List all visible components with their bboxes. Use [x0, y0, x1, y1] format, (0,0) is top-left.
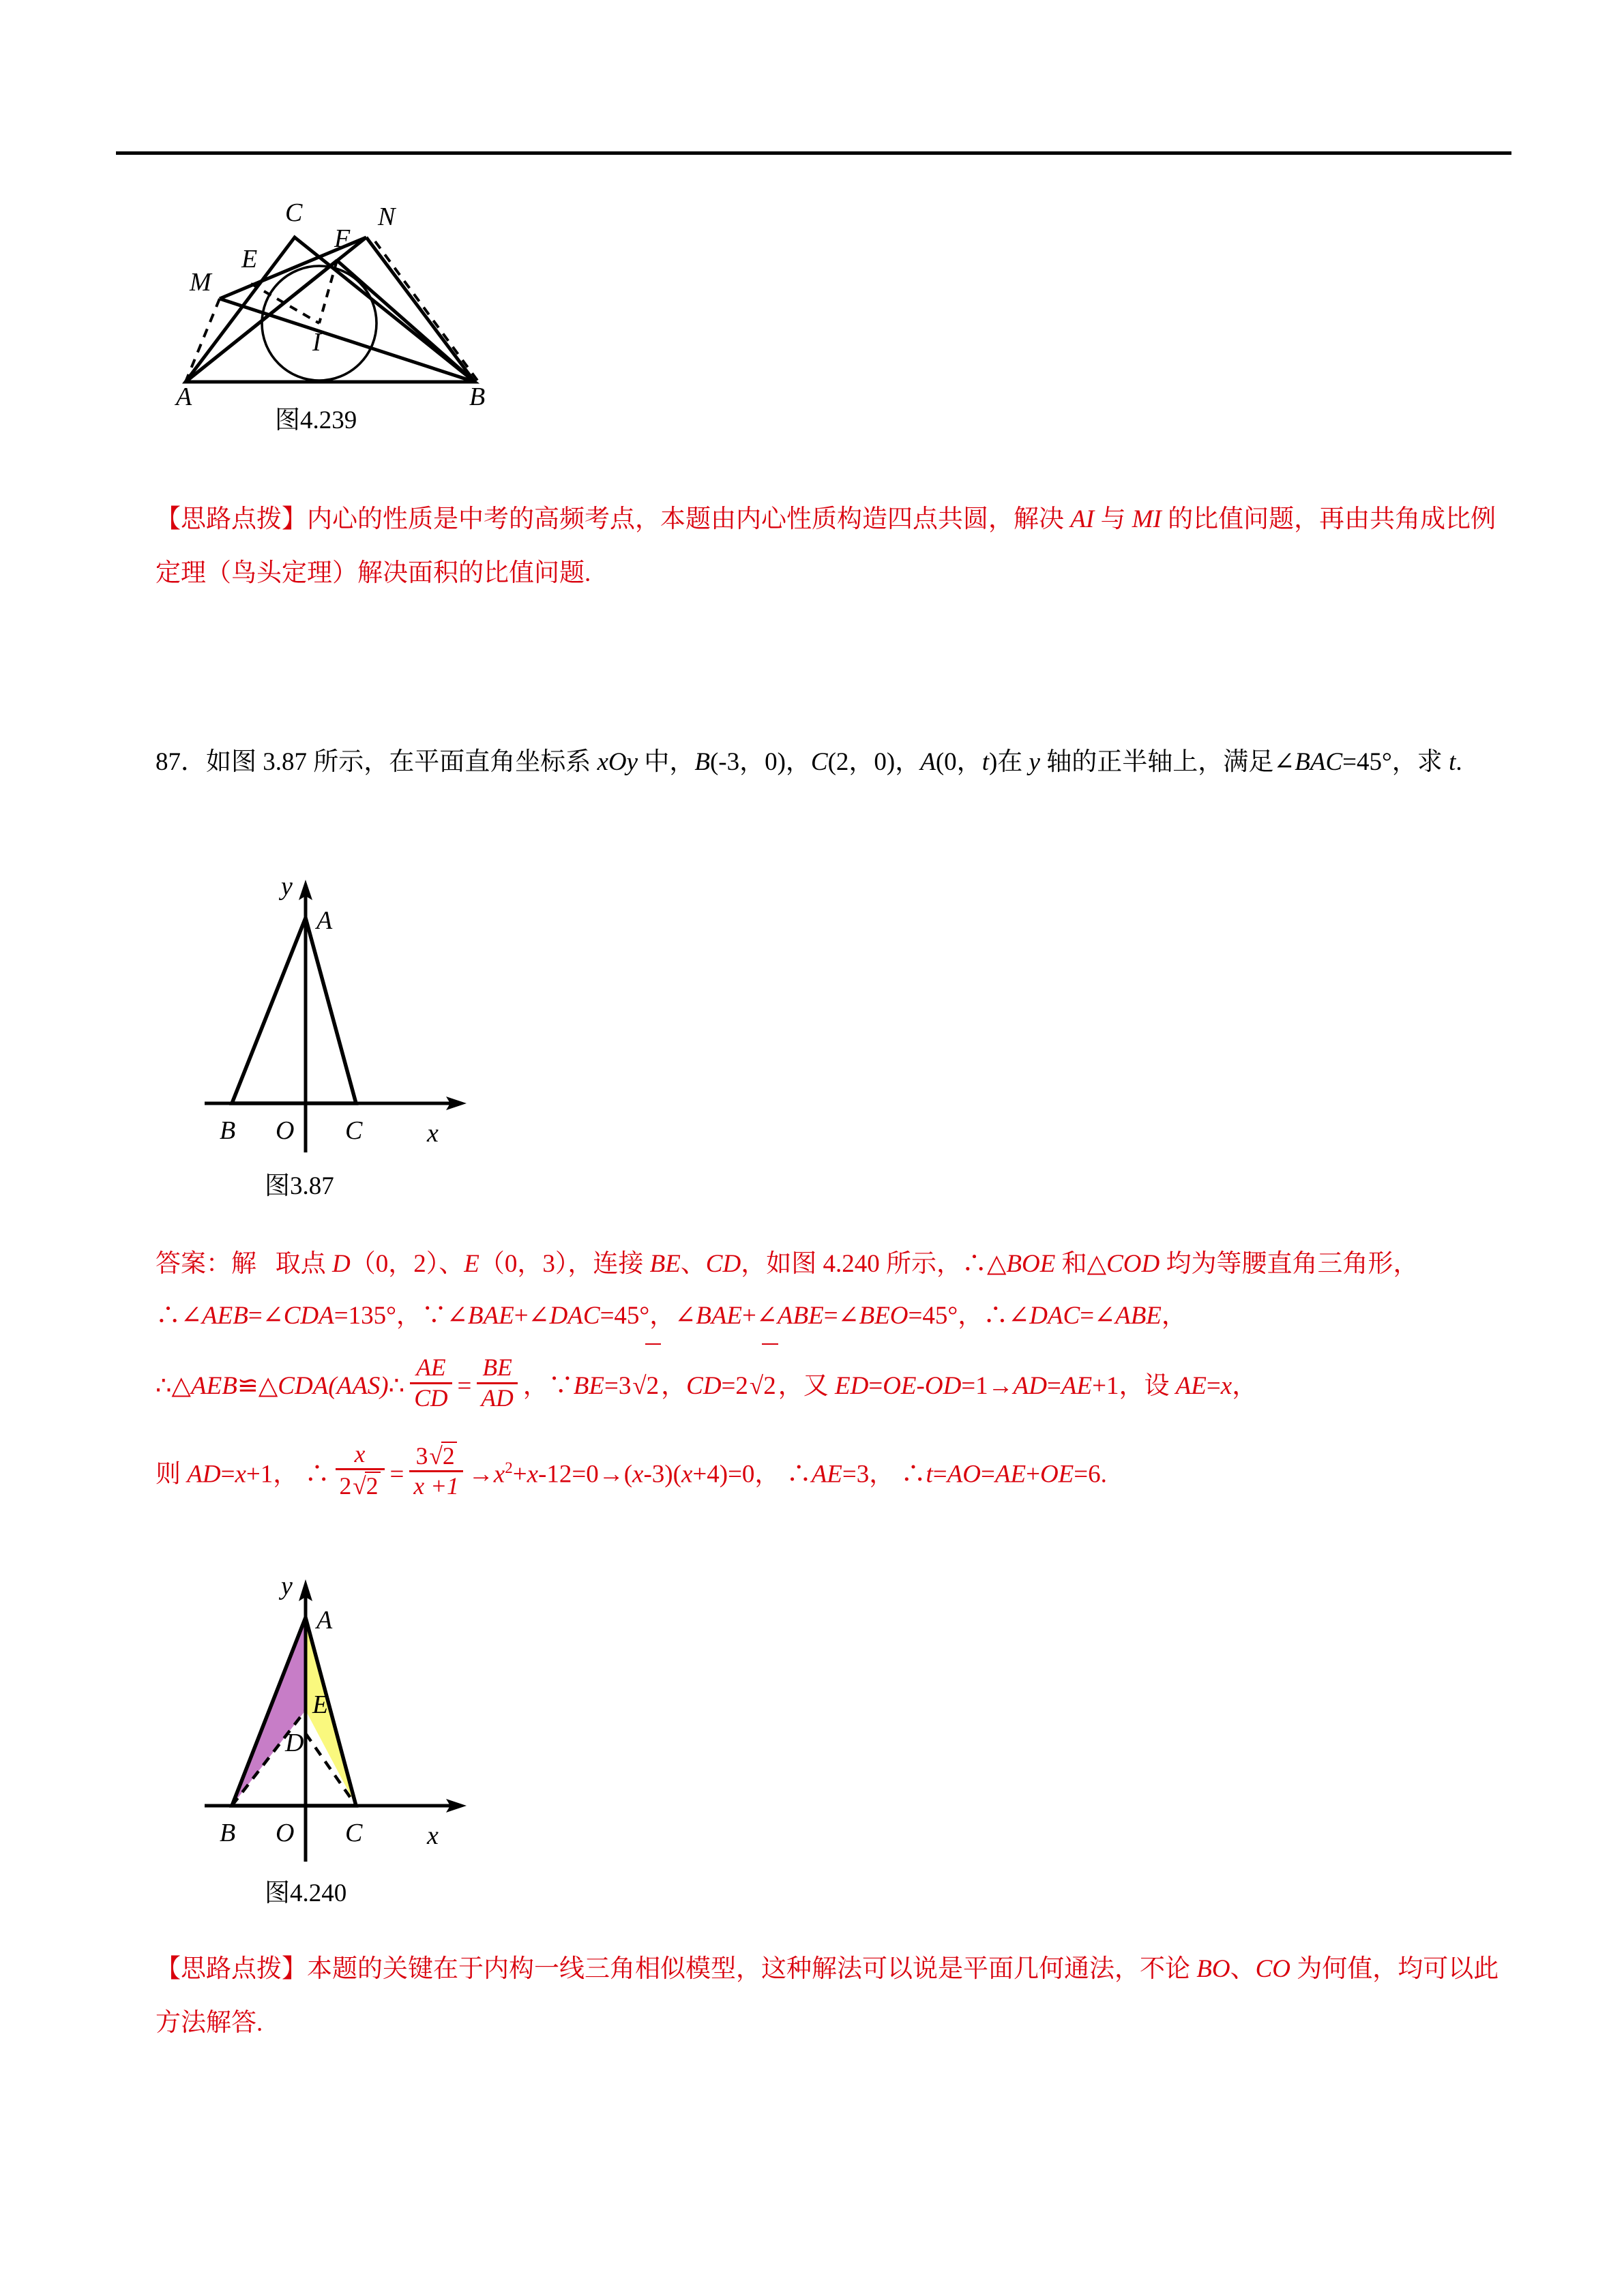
figure-4-240-label-y: y: [281, 1572, 293, 1600]
answer-l3-eq3: =3: [604, 1372, 632, 1400]
radicand-a: 2: [645, 1343, 662, 1427]
triangle-abc: [232, 918, 356, 1103]
problem-87-t1: 如图 3.87 所示，在平面直角坐标系: [206, 748, 597, 776]
answer-l4-plus: +: [1026, 1460, 1040, 1489]
problem-87-C: C: [810, 748, 828, 776]
answer-l2f: +∠: [742, 1302, 778, 1330]
tip-2-BO: BO: [1196, 1955, 1230, 1983]
answer-l1g: 均为等腰直: [1160, 1250, 1293, 1278]
answer-D: D: [332, 1250, 351, 1278]
answer-l3-therefore: ∴: [388, 1372, 405, 1400]
answer-exponent: 2: [505, 1459, 513, 1476]
answer-DAC2: DAC: [1029, 1302, 1080, 1330]
figure-4-239-label-F: F: [334, 224, 351, 253]
tip-2-line1-b: 、: [1230, 1955, 1256, 1983]
figure-4-240: [205, 1568, 491, 1882]
problem-87-Bc: (-3，0)，: [709, 748, 811, 776]
figure-3-87-caption: 图3.87: [265, 1172, 334, 1200]
answer-l2i: =∠: [1080, 1302, 1116, 1330]
figure-4-239-label-I: I: [312, 328, 321, 357]
answer-AEB: AEB: [202, 1302, 248, 1330]
answer-l3-eq2: =2: [721, 1372, 748, 1400]
tip-2-line1-c: 为: [1290, 1955, 1323, 1983]
answer-l3c: ，: [661, 1372, 687, 1400]
figure-4-240-caption: 图4.240: [265, 1879, 347, 1907]
fraction-be-ad-num: BE: [482, 1354, 512, 1382]
tip-1-MI: MI: [1132, 505, 1162, 533]
answer-CDA: CDA: [283, 1302, 334, 1330]
figure-4-240-label-O: O: [276, 1819, 295, 1847]
triangle-abc: [186, 237, 475, 382]
answer-DAC: DAC: [549, 1302, 600, 1330]
answer-l2g: =∠: [823, 1302, 859, 1330]
problem-87-t3: 轴的正半轴上，满足∠: [1039, 748, 1295, 776]
answer-l2a: 角三角形，∴∠: [156, 1250, 1419, 1330]
answer-l3j: =: [1206, 1372, 1221, 1400]
answer-l1b: （0，2）、: [350, 1250, 464, 1278]
answer-arrow1: →: [468, 1460, 494, 1489]
figure-3-87-svg: [205, 866, 491, 1173]
sqrt-2-a: [631, 1343, 661, 1427]
answer-BE-2: BE: [573, 1372, 604, 1400]
fraction-x-2sqrt2: [336, 1442, 385, 1500]
tip-2-tag: 【思路点拨】: [156, 1955, 307, 1983]
answer-CDA-2: CDA: [278, 1372, 329, 1400]
answer-OE-2: OE: [1039, 1460, 1074, 1489]
figure-3-87-label-C: C: [345, 1116, 363, 1145]
answer-l4a: 则: [156, 1460, 188, 1489]
figure-4-240-label-C: C: [345, 1819, 363, 1847]
fraction-x-2sqrt2-num: x: [354, 1440, 366, 1467]
figure-4-239-label-A: A: [176, 383, 192, 411]
answer-poly3: -3)(: [643, 1460, 681, 1489]
answer-BE: BE: [649, 1250, 681, 1278]
answer-OD: OD: [924, 1372, 962, 1400]
answer-E: E: [464, 1250, 479, 1278]
answer-l1f: 和△: [1055, 1250, 1107, 1278]
figure-4-239-label-N: N: [378, 203, 396, 231]
sqrt-2-c: [351, 1472, 380, 1499]
answer-line-4: [156, 1427, 1513, 1515]
answer-ED: ED: [834, 1372, 869, 1400]
answer-aas: (AAS): [328, 1372, 389, 1400]
sqrt-2-b: [748, 1343, 778, 1427]
tip-2-line1-a: 本题的关键在于内构一线三角相似模型，这种解法可以说是平面几何通法，不论: [307, 1955, 1197, 1983]
answer-l1a: 取点: [275, 1250, 332, 1278]
answer-l2e: =45°，∠: [600, 1302, 696, 1330]
answer-l2b: =∠: [248, 1302, 284, 1330]
tip-1-AI: AI: [1070, 505, 1095, 533]
tip-2-line2: 何值，均可以此方法解答.: [156, 1955, 1499, 2037]
problem-87-t2: 中，: [638, 748, 695, 776]
answer-l4-eq3: =3，: [842, 1460, 895, 1489]
answer-cong: ≌△: [237, 1372, 278, 1400]
tip-1-line1-b: 与: [1094, 505, 1132, 533]
figure-4-240-label-E: E: [312, 1690, 329, 1719]
answer-l3a: ∴△: [156, 1372, 191, 1400]
answer-l2c: =135°，∵∠: [334, 1302, 468, 1330]
answer-l4-therefore2: ∴: [786, 1460, 812, 1489]
figure-4-239-label-B: B: [469, 383, 486, 411]
answer-l3g: =1→: [961, 1372, 1014, 1400]
header-rule: [116, 151, 1511, 155]
answer-x-3: x: [527, 1460, 539, 1489]
answer-l4-eq6: =6.: [1074, 1460, 1107, 1489]
problem-87-A: A: [920, 748, 936, 776]
answer-l2h: =45°，∴∠: [908, 1302, 1030, 1330]
radical-sign-d: √: [429, 1442, 443, 1470]
tip-block-1: [156, 492, 1513, 600]
answer-AD-2: AD: [187, 1460, 221, 1489]
answer-CD-2: CD: [686, 1372, 722, 1400]
problem-87-xoy: xOy: [597, 748, 638, 776]
answer-l3e: =: [868, 1372, 883, 1400]
answer-BEO: BEO: [859, 1302, 909, 1330]
answer-f1-eq: =: [457, 1372, 472, 1400]
answer-x-4: x: [632, 1460, 644, 1489]
answer-l3h: =: [1047, 1372, 1061, 1400]
radicand-b: 2: [762, 1343, 778, 1427]
answer-l4b: =: [220, 1460, 235, 1489]
answer-x: x: [1220, 1372, 1232, 1400]
answer-l1d: 、: [680, 1250, 706, 1278]
answer-BOE: BOE: [1006, 1250, 1056, 1278]
answer-AD: AD: [1013, 1372, 1047, 1400]
fraction-num-3sqrt2: [409, 1442, 462, 1470]
answer-l4-eqAO: =: [932, 1460, 947, 1489]
segment-f-b: [337, 260, 475, 382]
answer-poly4: +4)=0，: [692, 1460, 780, 1489]
answer-lead: 答案：解: [156, 1250, 256, 1278]
radicand-c: 2: [365, 1472, 381, 1499]
answer-poly: +: [512, 1460, 527, 1489]
fraction-den-xplus1: x +1: [409, 1470, 462, 1499]
answer-l2d: +∠: [514, 1302, 550, 1330]
figure-3-87-label-x: x: [427, 1119, 439, 1148]
answer-l4c: +1，: [246, 1460, 299, 1489]
figure-4-240-label-x: x: [427, 1821, 439, 1850]
answer-poly2: -12=0→(: [538, 1460, 633, 1489]
problem-87-t: t: [1449, 748, 1456, 776]
answer-OE: OE: [883, 1372, 917, 1400]
sqrt-2-d: [428, 1442, 456, 1469]
fraction-ae-cd-num: AE: [416, 1354, 446, 1382]
problem-87-B: B: [694, 748, 710, 776]
fraction-ae-cd-den: CD: [410, 1382, 452, 1411]
problem-87-dot: .: [1456, 748, 1462, 776]
fraction-x-2sqrt2-den: [336, 1468, 385, 1499]
figure-4-240-svg: [205, 1568, 491, 1882]
fraction-be-ad: [477, 1355, 517, 1411]
answer-line-3: [156, 1343, 1513, 1427]
answer-l3b: ，: [522, 1372, 548, 1400]
problem-87-statement: [156, 735, 1513, 789]
figure-4-239-label-E: E: [241, 245, 258, 273]
answer-f3-eq: =: [389, 1460, 404, 1489]
segment-n-b-dashed: [375, 241, 477, 381]
answer-CD: CD: [705, 1250, 741, 1278]
answer-l4-therefore3: ∴: [900, 1460, 926, 1489]
tip-block-2: [156, 1942, 1513, 2050]
answer-xsq: x: [493, 1460, 505, 1489]
answer-x-2: x: [235, 1460, 246, 1489]
answer-l1e: ，如图 4.240 所示，∴△: [741, 1250, 1007, 1278]
problem-87-At: t: [981, 748, 989, 776]
fraction-num-coef: 3: [415, 1442, 428, 1470]
answer-AE: AE: [1061, 1372, 1093, 1400]
answer-ABE: ABE: [777, 1302, 824, 1330]
problem-87-Ac: (0，: [935, 748, 982, 776]
segment-m-b: [220, 299, 475, 382]
problem-87-yvar: y: [1029, 748, 1040, 776]
tip-1-line1-a: 内心的性质是中考的高频考点，本题由内心性质构造四点共圆，解决: [307, 505, 1071, 533]
answer-l4-eqAE: =: [981, 1460, 995, 1489]
answer-AE-4: AE: [994, 1460, 1027, 1489]
answer-l2j: ，: [1161, 1302, 1187, 1330]
radical-sign-b: √: [749, 1372, 764, 1400]
answer-t-var: t: [926, 1460, 933, 1489]
answer-BAE2: BAE: [696, 1302, 743, 1330]
answer-AE-3: AE: [811, 1460, 842, 1489]
figure-4-239-svg: [158, 196, 581, 411]
radicand-d: 2: [441, 1442, 457, 1469]
tip-1-line2: 再由共角成比例定理（鸟头定理）解决面积的比值问题.: [156, 505, 1496, 587]
figure-4-239-label-M: M: [190, 268, 211, 297]
answer-l3d: ，又: [778, 1372, 835, 1400]
figure-3-87: [205, 866, 491, 1173]
problem-87-rest: =45°，求: [1342, 748, 1449, 776]
figure-3-87-label-O: O: [276, 1116, 295, 1145]
problem-87-number: 87．: [156, 748, 206, 776]
figure-3-87-label-y: y: [281, 872, 293, 901]
answer-x-5: x: [681, 1460, 693, 1489]
fraction-be-ad-den: AD: [477, 1382, 517, 1411]
answer-AEB-2: AEB: [191, 1372, 237, 1400]
problem-87-BAC: BAC: [1295, 748, 1343, 776]
answer-l4-therefore: ∴: [304, 1460, 330, 1489]
figure-4-239-label-C: C: [285, 198, 303, 227]
problem-87-Cc: (2，0)，: [827, 748, 921, 776]
tip-1-tag: 【思路点拨】: [156, 505, 307, 533]
answer-line-1: [156, 1238, 1513, 1342]
answer-ABE2: ABE: [1115, 1302, 1162, 1330]
answer-l3f: -: [916, 1372, 925, 1400]
figure-4-239-caption: 图4.239: [275, 406, 357, 434]
figure-4-240-label-D: D: [285, 1729, 304, 1757]
answer-AO: AO: [947, 1460, 981, 1489]
answer-l3-because: ∵: [548, 1372, 574, 1400]
figure-4-239: [158, 196, 581, 411]
answer-l1c: （0，3），连接: [479, 1250, 650, 1278]
figure-3-87-label-A: A: [316, 906, 333, 935]
tip-2-CO: CO: [1255, 1955, 1290, 1983]
answer-AE-2: AE: [1175, 1372, 1207, 1400]
answer-BAE: BAE: [467, 1302, 514, 1330]
problem-87-Ac2: )在: [988, 748, 1029, 776]
fraction-den-coef: 2: [339, 1472, 352, 1500]
answer-COD: COD: [1106, 1250, 1160, 1278]
tip-1-line1-c: 的比值问题，: [1161, 505, 1320, 533]
fraction-ae-cd: [410, 1355, 452, 1411]
figure-4-240-label-A: A: [316, 1606, 333, 1635]
fraction-3sqrt2-xplus1: [409, 1442, 462, 1500]
radical-sign-c: √: [353, 1472, 366, 1500]
figure-4-240-label-B: B: [220, 1819, 236, 1847]
answer-l3i: +1，设: [1092, 1372, 1176, 1400]
radical-sign-a: √: [632, 1372, 647, 1400]
figure-3-87-label-B: B: [220, 1116, 236, 1145]
answer-l3k: ，: [1232, 1372, 1258, 1400]
